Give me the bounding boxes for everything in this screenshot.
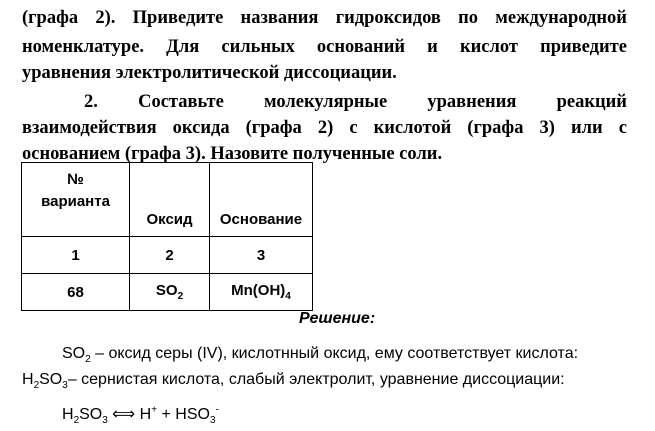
- intro-word: международной: [495, 8, 627, 28]
- task-word: 3): [539, 118, 555, 138]
- table-row: [22, 274, 313, 311]
- variant-cell: 68: [22, 274, 130, 311]
- task-word: с: [349, 118, 358, 138]
- task2-line-2: [22, 118, 627, 139]
- task-word: Составьте: [138, 92, 224, 112]
- task-word: (графа: [245, 118, 302, 138]
- intro-word: (графа: [22, 8, 79, 28]
- variant-table: [21, 162, 313, 311]
- task-word: с: [618, 118, 627, 138]
- task-word: уравнения: [427, 92, 517, 112]
- task-word: оксида: [172, 118, 230, 138]
- task2-line-1: [84, 92, 627, 113]
- intro-line-2: [22, 37, 627, 58]
- task-word: молекулярные: [264, 92, 388, 112]
- intro-word: названия: [240, 8, 319, 28]
- table-number-row: [22, 237, 313, 274]
- dissociation-equation: $H_2SO_3$ ⟺ $H^+ + HSO_3^-$: [62, 404, 219, 427]
- task-word: реакций: [556, 92, 627, 112]
- intro-word: Приведите: [132, 8, 224, 28]
- column-number-2: 2: [130, 237, 210, 274]
- task-word: (графа: [467, 118, 524, 138]
- task-word: 2): [317, 118, 334, 138]
- intro-word: номенклатуре.: [22, 37, 145, 57]
- solution-heading: Решение:: [299, 310, 376, 327]
- intro-word: и: [427, 37, 438, 57]
- header-variant: № варианта: [22, 163, 130, 237]
- header-oxide: Оксид: [130, 163, 210, 237]
- intro-word: 2).: [95, 8, 116, 28]
- intro-line-3: уравнения электролитической диссоциации.: [22, 63, 397, 83]
- intro-line-1: [22, 8, 627, 29]
- task-word: взаимодействия: [22, 118, 157, 138]
- intro-word: кислот: [459, 37, 518, 57]
- intro-word: приведите: [540, 37, 627, 57]
- oxide-cell: $SO_2$: [130, 274, 210, 311]
- intro-word: по: [458, 8, 479, 28]
- task-word: кислотой: [373, 118, 452, 138]
- task-word: или: [570, 118, 603, 138]
- solution-paragraph-2: $H_2SO_3-$ сернистая кислота, слабый электролит, уравнение диссоциации:: [22, 371, 565, 392]
- column-number-3: 3: [210, 237, 313, 274]
- intro-word: оснований: [316, 37, 406, 57]
- base-cell: $Mn(OH)_4$: [210, 274, 313, 311]
- intro-word: гидроксидов: [335, 8, 441, 28]
- task-word: 2.: [84, 92, 98, 112]
- intro-word: Для: [166, 37, 200, 57]
- header-base: Основание: [210, 163, 313, 237]
- solution-paragraph-1: $SO_2$ – оксид серы (IV), кислотнный оксид, ему соответствует кислота:: [62, 345, 579, 366]
- equilibrium-arrow-icon: ⟺: [107, 406, 140, 423]
- intro-word: сильных: [221, 37, 295, 57]
- column-number-1: 1: [22, 237, 130, 274]
- task2-line-3: основанием (графа 3). Назовите полученные соли.: [22, 144, 443, 164]
- table-header-row: [22, 163, 313, 237]
